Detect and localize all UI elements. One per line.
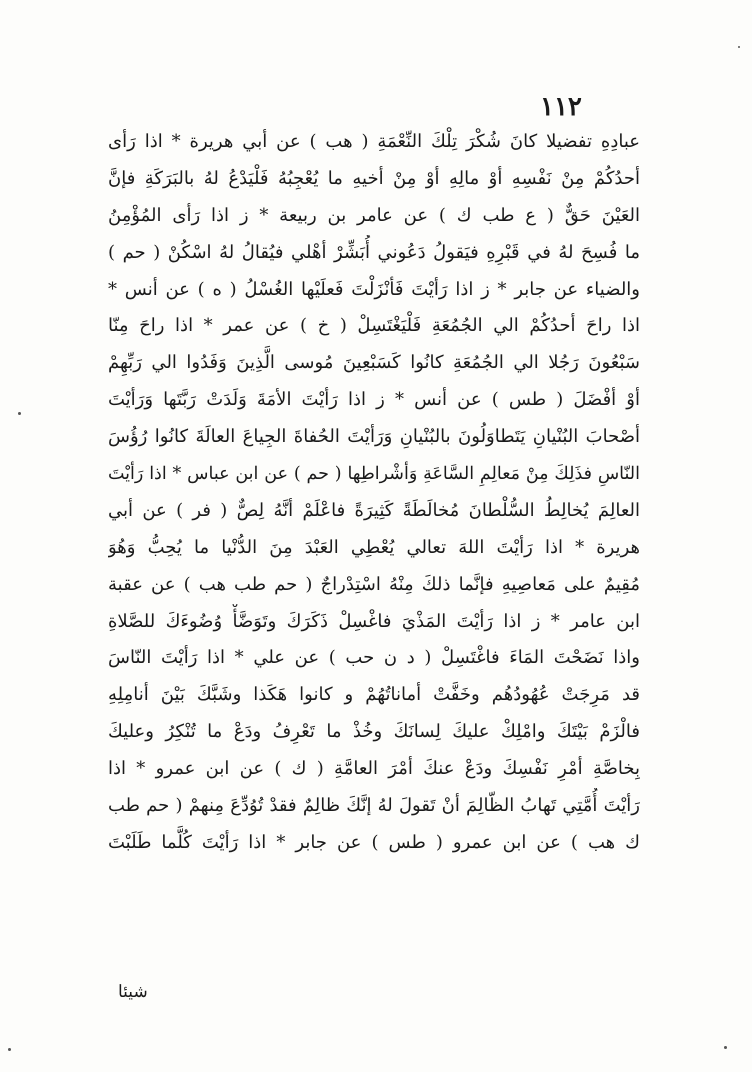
text-line: فالْزَمْ بَيْتَكَ وامْلِكْ عليكَ لِسانَكَ وخُذْ ما تَعْرِفُ ودَعْ ما تُنْكِرُ وعليكَ [108,721,640,743]
text-line: رَأيْتَ أُمَّتِي تَهابُ الظّالِمَ أنْ تَقولَ لهُ إنَّكَ ظالِمٌ فقدْ تُوُدِّعَ مِنهمْ ( حم طب [108,795,640,817]
text-line: أحدُكُمْ مِنْ نَفْسِهِ أوْ مالِهِ أوْ مِنْ أخيهِ ما يُعْجِبُهُ فَلْيَدْعُ لهُ بالبَرَكَةِ فإنَّ [108,167,640,189]
text-line: أصْحابَ البُنْيانِ يَتَطاوَلُونَ بالبُنْيانِ وَرَأيْتَ الحُفاةَ الجِياعَ العالَةَ كانُوا رُؤُسَ [108,426,640,448]
text-line: سَبْعُونَ رَجُلا الي الجُمُعَةِ كانُوا كَسَبْعِينَ مُوسى الَّذِينَ وَفَدُوا الي رَبِّهِمْ [108,352,640,374]
text-line: ك هب ) عن ابن عمرو ( طس ) عن جابر * اذا رَأيْتَ كُلَّما طَلَبْتَ [108,831,640,853]
text-line: النّاسِ فذَلِكَ مِنْ مَعالِمِ السَّاعَةِ وَأشْراطِها ( حم ) عن ابن عباس * اذا رَأيْتَ [108,464,640,485]
text-line: هريرة * اذا رَأيْتَ اللهَ تعالي يُعْطِي العَبْدَ مِنَ الدُّنْيا ما يُحِبُّ وَهُوَ [108,536,640,558]
text-line: ابن عامر * ز اذا رَأيْتَ المَذْيَ فاغْسِلْ ذَكَرَكَ وتَوَضَّأْ وُضُوءَكَ للصَّلاةِ [108,610,640,632]
scan-speck [724,1046,727,1049]
text-line: اذا راحَ أحدُكُمْ الي الجُمُعَةِ فَلْيَغْتَسِلْ ( خ ) عن عمر * اذا راحَ مِنّا [108,315,640,337]
text-line: مُقِيمٌ على مَعاصِيهِ فإنَّما ذلكَ مِنْهُ اسْتِدْراجٌ ( حم طب هب ) عن عقبة [108,573,640,595]
page-number: ١١٢ [540,92,582,122]
scan-speck [18,412,21,415]
text-line: بِخاصَّةِ أمْرِ نَفْسِكَ ودَعْ عنكَ أمْرَ العامَّةِ ( ك ) عن ابن عمرو * اذا [108,758,640,780]
body-text [108,124,640,862]
scan-speck [738,46,740,48]
text-line: العالِمَ يُخالِطُ السُّلْطانَ مُخالَطَةً كَثِيرَةً فاعْلَمْ أنَّهُ لِصٌّ ( فر ) عن أبي [108,499,640,521]
text-line: قد مَرِجَتْ عُهُودُهُم وخَفَّتْ أماناتُهُمْ و كانوا هَكَذا وشَبَّكَ بَيْنَ أنامِلِهِ [108,684,640,706]
text-line: أوْ أفْضَلَ ( طس ) عن أنس * ز اذا رَأيْتَ الأمَةَ وَلَدَتْ رَبَّتَها وَرَأيْتَ [108,389,640,411]
catchword: شيئا [118,982,148,1002]
scan-speck [8,1048,11,1051]
text-line: العَيْنَ حَقٌّ ( ع طب ك ) عن عامر بن ربيعة * ز اذا رَأى المُؤْمِنُ [108,204,640,226]
text-line: والضياء عن جابر * ز اذا رَأيْتَ فَأنْزَلْتَ فَعلَيْها الغُسْلُ ( ه ) عن أنس * [108,278,640,300]
text-line: ما فُسِحَ لهُ في قَبْرِهِ فيَقولُ دَعُوني أُبَشِّرْ أهْلي فيُقالُ لهُ اسْكُنْ ( حم ) [108,241,640,263]
text-line: عبادِهِ تفضيلا كانَ شُكْرَ تِلْكَ النِّعْمَةِ ( هب ) عن أبي هريرة * اذا رَأى [108,131,640,152]
text-line: واذا نَضَحْتَ المَاءَ فاغْتَسِلْ ( د ن حب ) عن علي * اذا رَأيْتَ النّاسَ [108,647,640,669]
